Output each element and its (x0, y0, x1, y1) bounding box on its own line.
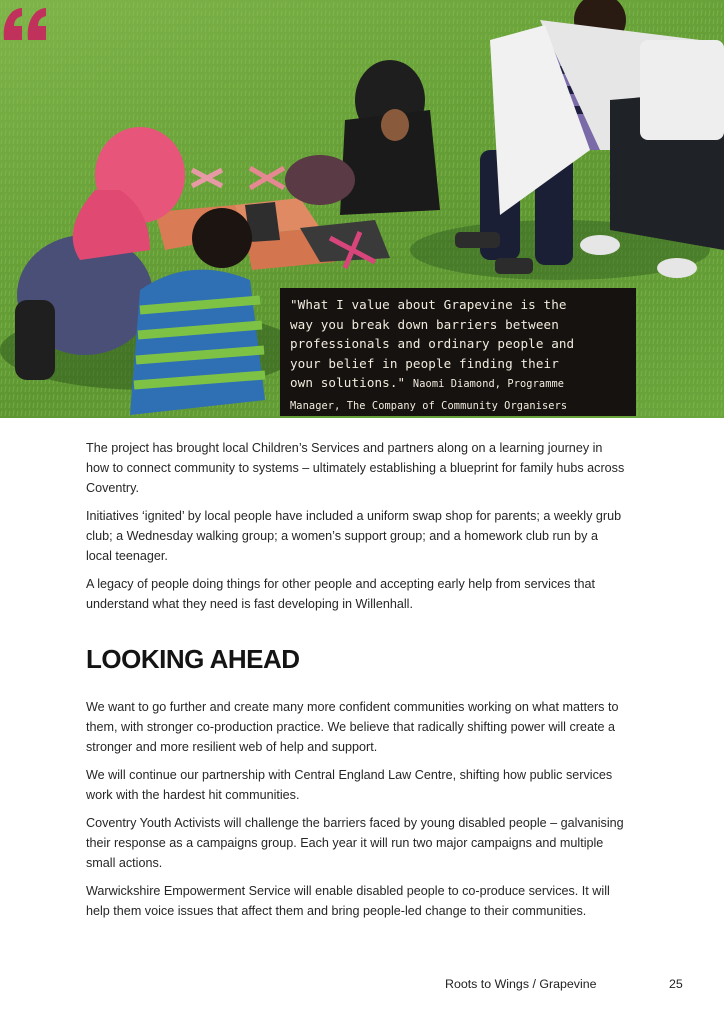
article-body (86, 438, 626, 929)
quote-box (280, 288, 636, 416)
quote-text (290, 295, 626, 416)
quote-line: own solutions." (290, 375, 406, 390)
hero-photo (0, 0, 724, 418)
paragraph: A legacy of people doing things for other people and accepting early help from services that understand what they need is fast developing in Willenhall. (86, 577, 595, 611)
quote-attribution: Naomi Diamond, Programme (412, 378, 565, 390)
footer-title: Roots to Wings / Grapevine (445, 977, 597, 991)
paragraph: Initiatives ‘ignited’ by local people have included a uniform swap shop for parents; a weekly grub club; a Wednesday walking group; a women’s support group; and a homework club run by a local teenager. (86, 509, 622, 563)
quote-attribution-role: Manager, The Company of Community Organisers (290, 399, 568, 412)
paragraph: Warwickshire Empowerment Service will enable disabled people to co-produce services. It will help them voice issues that affect them and bring people-led change to their communities. (86, 884, 610, 918)
quote-mark-icon (0, 0, 52, 44)
section-heading: LOOKING AHEAD (86, 644, 300, 674)
paragraph: We want to go further and create many more confident communities working on what matters to them, with stronger co-production practice. We believe that radically shifting power will create a stronger and more resilient web of help and support. (86, 700, 619, 754)
paragraph: We will continue our partnership with Central England Law Centre, shifting how public services work with the hardest hit communities. (86, 768, 613, 802)
paragraph: The project has brought local Children’s Services and partners along on a learning journey in how to connect community to systems – ultimately establishing a blueprint for family hubs across Coventry. (86, 441, 625, 495)
quote-line: your belief in people finding their (290, 355, 559, 371)
paragraph: Coventry Youth Activists will challenge the barriers faced by young disabled people – galvanising their response as a campaigns group. Each year it will run two major campaigns and multiple small actions. (86, 816, 624, 870)
page-number: 25 (669, 977, 683, 991)
quote-line: "What I value about Grapevine is the (290, 297, 567, 312)
quote-line: professionals and ordinary people and (290, 336, 575, 351)
quote-line: way you break down barriers between (290, 316, 559, 332)
